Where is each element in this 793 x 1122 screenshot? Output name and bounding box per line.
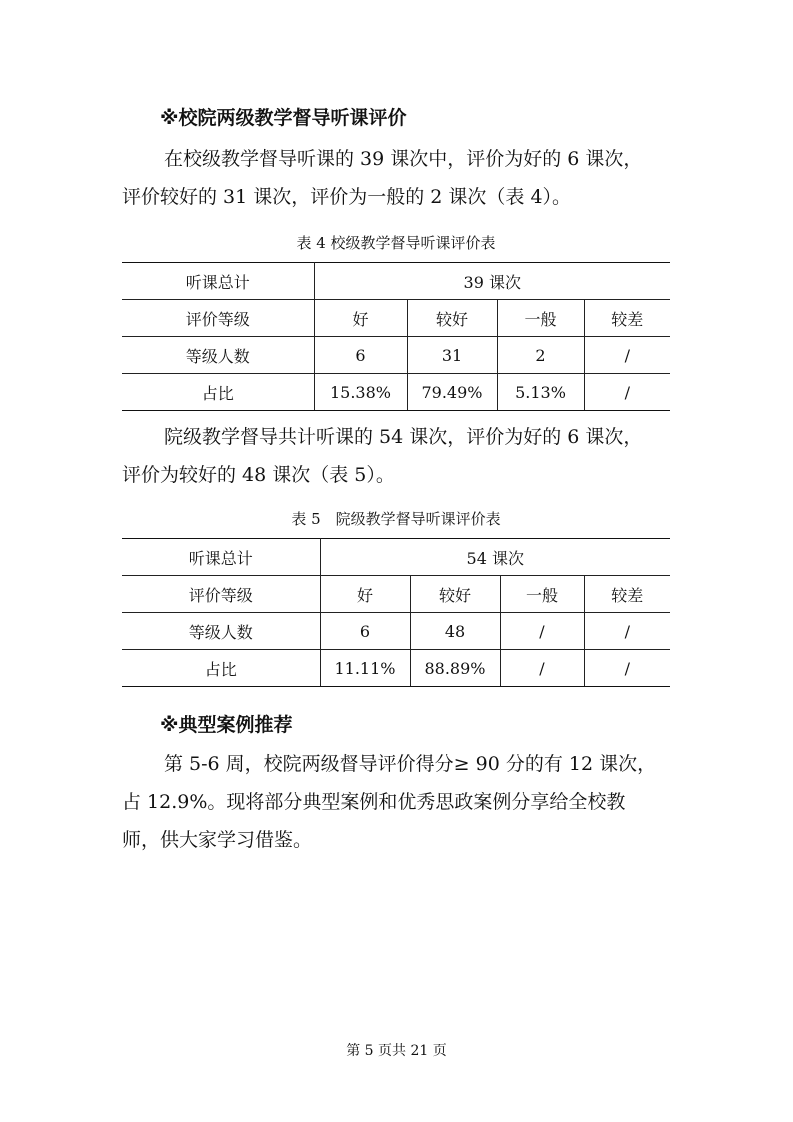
grade-cell: 较差 <box>584 576 670 613</box>
grade-cell: 一般 <box>500 576 584 613</box>
grade-cell: 好 <box>314 300 407 337</box>
count-cell: 6 <box>320 613 410 650</box>
paragraph-line: 第 5-6 周，校院两级督导评价得分≥ 90 分的有 12 课次， <box>164 753 657 775</box>
table-row <box>122 650 670 687</box>
row-label: 评价等级 <box>122 300 314 337</box>
count-cell: / <box>500 613 584 650</box>
paragraph-school-evaluation <box>122 140 682 216</box>
table5-college-evaluation <box>122 538 670 687</box>
row-label: 听课总计 <box>122 539 320 576</box>
count-cell: 48 <box>410 613 500 650</box>
ratio-cell: / <box>500 650 584 687</box>
count-cell: 2 <box>497 337 584 374</box>
table5-caption: 表 5 院级教学督导听课评价表 <box>291 510 501 528</box>
row-label: 占比 <box>122 650 320 687</box>
paragraph-line: 占 12.9%。现将部分典型案例和优秀思政案例分享给全校教 <box>122 791 626 813</box>
table4-caption: 表 4 校级教学督导听课评价表 <box>296 234 496 252</box>
grade-cell: 较好 <box>410 576 500 613</box>
table-row <box>122 576 670 613</box>
total-value: 54 课次 <box>320 539 670 576</box>
count-cell: / <box>584 613 670 650</box>
grade-cell: 一般 <box>497 300 584 337</box>
total-value: 39 课次 <box>314 263 670 300</box>
ratio-cell: / <box>584 374 670 411</box>
section-heading-cases: ※典型案例推荐 <box>160 714 293 736</box>
paragraph-line: 师，供大家学习借鉴。 <box>122 829 313 851</box>
table-row <box>122 613 670 650</box>
table4-school-evaluation <box>122 262 670 411</box>
paragraph-line: 评价较好的 31 课次，评价为一般的 2 课次（表 4）。 <box>122 186 572 208</box>
grade-cell: 较好 <box>407 300 497 337</box>
paragraph-line: 院级教学督导共计听课的 54 课次，评价为好的 6 课次， <box>164 426 643 448</box>
paragraph-college-evaluation <box>122 418 682 494</box>
grade-cell: 较差 <box>584 300 670 337</box>
grade-cell: 好 <box>320 576 410 613</box>
count-cell: / <box>584 337 670 374</box>
row-label: 听课总计 <box>122 263 314 300</box>
page-number: 第 5 页共 21 页 <box>346 1043 447 1059</box>
count-cell: 6 <box>314 337 407 374</box>
ratio-cell: 88.89% <box>410 650 500 687</box>
row-label: 评价等级 <box>122 576 320 613</box>
paragraph-line: 评价为较好的 48 课次（表 5）。 <box>122 464 395 486</box>
row-label: 占比 <box>122 374 314 411</box>
ratio-cell: 11.11% <box>320 650 410 687</box>
ratio-cell: / <box>584 650 670 687</box>
ratio-cell: 5.13% <box>497 374 584 411</box>
row-label: 等级人数 <box>122 337 314 374</box>
ratio-cell: 79.49% <box>407 374 497 411</box>
table-row <box>122 263 670 300</box>
paragraph-line: 在校级教学督导听课的 39 课次中，评价为好的 6 课次， <box>164 148 643 170</box>
paragraph-typical-cases <box>122 745 682 859</box>
table-row <box>122 539 670 576</box>
table-row <box>122 374 670 411</box>
table-row <box>122 337 670 374</box>
section-heading-evaluation: ※校院两级教学督导听课评价 <box>160 107 407 129</box>
ratio-cell: 15.38% <box>314 374 407 411</box>
row-label: 等级人数 <box>122 613 320 650</box>
count-cell: 31 <box>407 337 497 374</box>
table-row <box>122 300 670 337</box>
